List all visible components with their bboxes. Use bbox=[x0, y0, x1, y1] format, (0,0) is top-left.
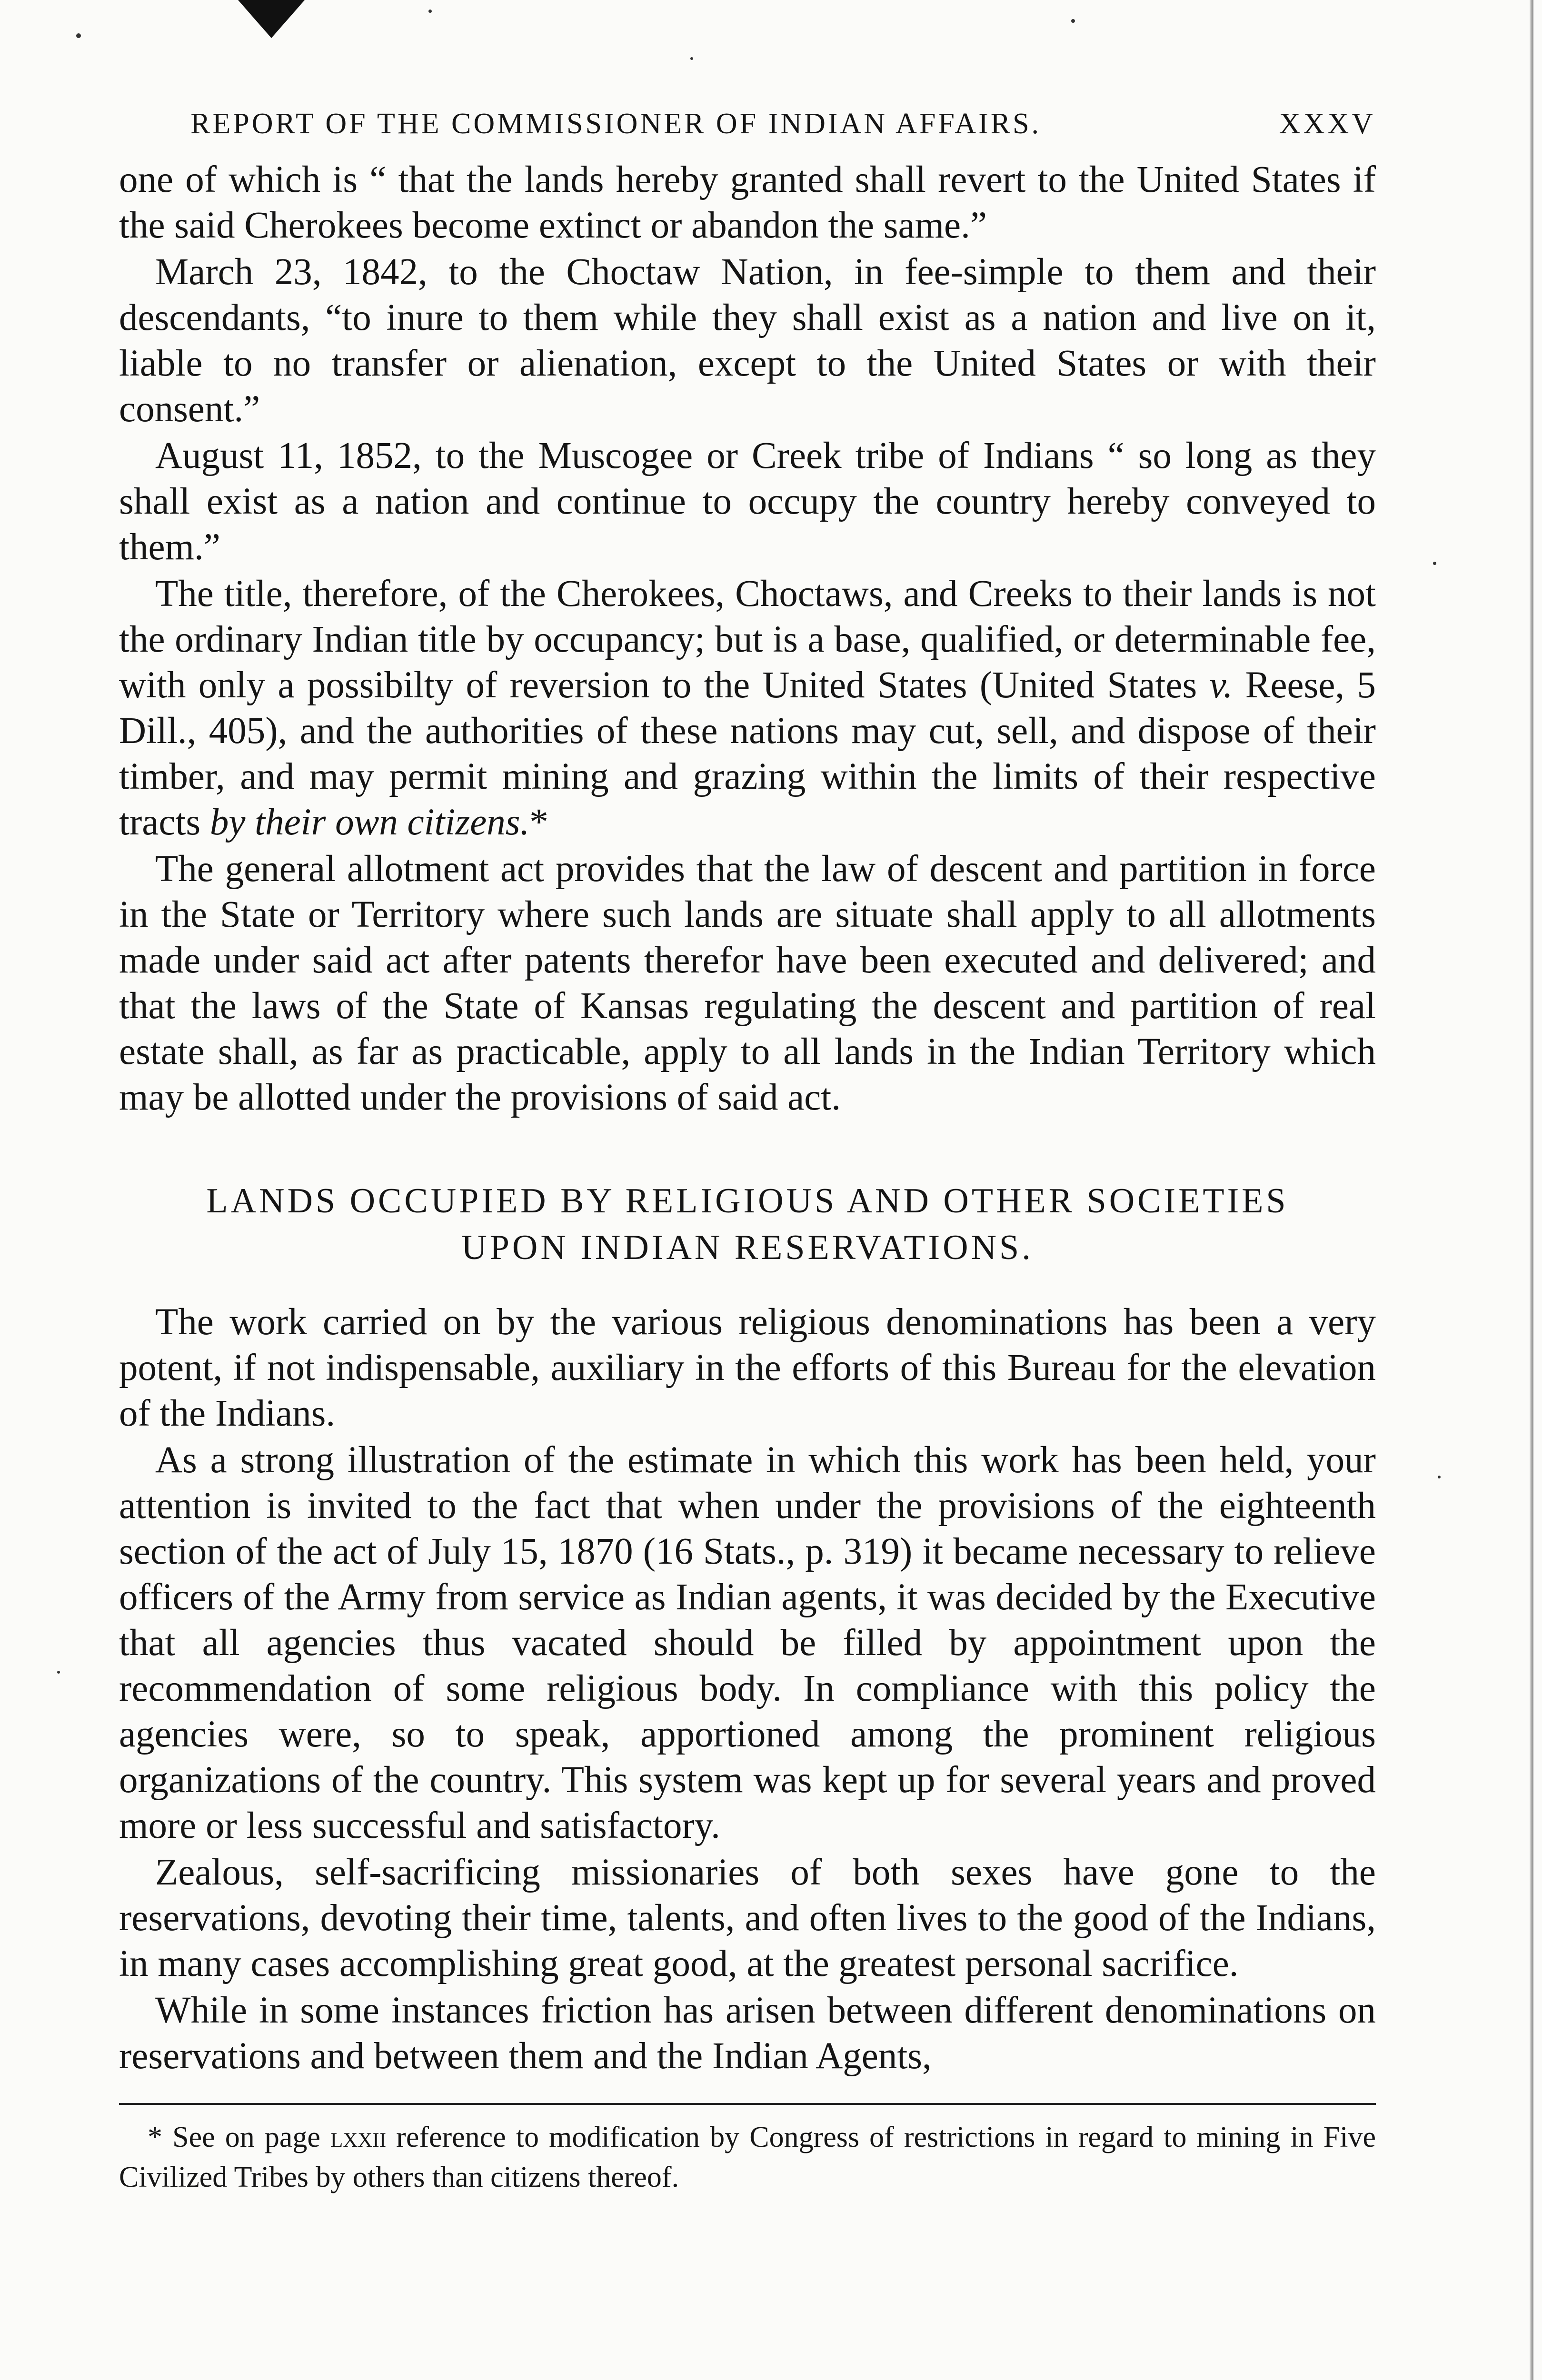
footnote-text-after: reference to modification by Congress of restrictions in regard to mining in Five Civilized Tribes by others than citizens thereof. bbox=[119, 2121, 1376, 2193]
title-text-citation: Reese, 5 Dill., 405), and the authorities of these nations may cut, sell, and dispose of their timber, and may permit mining and grazing within the limits of their respective tracts bbox=[119, 664, 1376, 843]
section-heading-line-2: UPON INDIAN RESERVATIONS. bbox=[461, 1228, 1034, 1267]
title-text-main: The title, therefore, of the Cherokees, Choctaws, and Creeks to their lands is not the ordinary Indian title by occupancy; but is a base, qualified, or determinable fee, with only a possibilty of reversion to the United States (United States bbox=[119, 573, 1376, 706]
paragraph-title-nature bbox=[119, 571, 1376, 845]
footnote-text-before: See on page bbox=[162, 2121, 331, 2153]
footnote-divider bbox=[119, 2103, 1376, 2105]
scan-speck bbox=[1433, 562, 1436, 565]
footnote bbox=[119, 2117, 1376, 2197]
paragraph-choctaw-grant: March 23, 1842, to the Choctaw Nation, in fee-simple to them and their descendants, “to inure to them while they shall exist as a nation and live on it, liable to no transfer or alienation, except to the United States or with their consent.” bbox=[119, 251, 1376, 430]
section-heading bbox=[119, 1178, 1376, 1271]
paragraph-missionaries: Zealous, self-sacrificing missionaries of both sexes have gone to the reservations, devoting their time, talents, and often lives to the good of the Indians, in many cases accomplishing great good, at the greatest personal sacrifice. bbox=[119, 1852, 1376, 1984]
footnote-mark: * bbox=[148, 2121, 162, 2153]
page-number: XXXV bbox=[1279, 108, 1376, 140]
case-versus: v. bbox=[1209, 664, 1233, 706]
footnote-reference-mark: * bbox=[529, 802, 548, 843]
text-column bbox=[119, 107, 1376, 2227]
paragraph-religious-work: The work carried on by the various religious denominations has been a very potent, if not indispensable, auxiliary in the efforts of this Bureau for the elevation of the Indians. bbox=[119, 1301, 1376, 1434]
paragraph-agencies-policy: As a strong illustration of the estimate in which this work has been held, your attention is invited to the fact that when under the provisions of the eighteenth section of the act of July 15, 1870 (16 Stats., p. 319) it became necessary to relieve officers of the Army from service as Indian agents, it was decided by the Executive that all agencies thus vacated should be filled by appointment upon the recommendation of some religious body. In compliance with this policy the agencies were, so to speak, apportioned among the prominent religious organizations of the country. This system was kept up for several years and proved more or less successful and satisfactory. bbox=[119, 1439, 1376, 1846]
page-notch-mark bbox=[238, 0, 305, 38]
scan-speck bbox=[57, 1671, 60, 1674]
running-header bbox=[119, 107, 1376, 141]
footnote-page-reference: lxxii bbox=[330, 2121, 387, 2153]
paragraph-cherokee-grant: one of which is “ that the lands hereby granted shall revert to the United States if the said Cherokees become extinct or abandon the same.” bbox=[119, 159, 1376, 246]
scan-speck bbox=[1438, 1476, 1441, 1478]
scan-speck bbox=[1071, 19, 1075, 23]
scan-speck bbox=[76, 33, 81, 38]
scan-speck bbox=[428, 10, 432, 13]
page-edge-shadow bbox=[1530, 0, 1533, 2380]
running-title: REPORT OF THE COMMISSIONER OF INDIAN AFFAIRS. bbox=[190, 108, 1042, 140]
paragraph-creek-grant: August 11, 1852, to the Muscogee or Creek tribe of Indians “ so long as they shall exist as a nation and continue to occupy the country hereby conveyed to them.” bbox=[119, 435, 1376, 568]
scan-speck bbox=[690, 57, 693, 60]
paragraph-friction: While in some instances friction has arisen between different denominations on reservations and between them and the Indian Agents, bbox=[119, 1990, 1376, 2077]
section-heading-line-1: LANDS OCCUPIED BY RELIGIOUS AND OTHER SOCIETIES bbox=[206, 1181, 1289, 1220]
title-text-italic: by their own citizens. bbox=[209, 802, 530, 843]
paragraph-allotment-act: The general allotment act provides that the law of descent and partition in force in the State or Territory where such lands are situate shall apply to all allotments made under said act after patents therefor have been executed and delivered; and that the laws of the State of Kansas regulating the descent and partition of real estate shall, as far as practicable, apply to all lands in the Indian Territory which may be allotted under the provisions of said act. bbox=[119, 848, 1376, 1118]
